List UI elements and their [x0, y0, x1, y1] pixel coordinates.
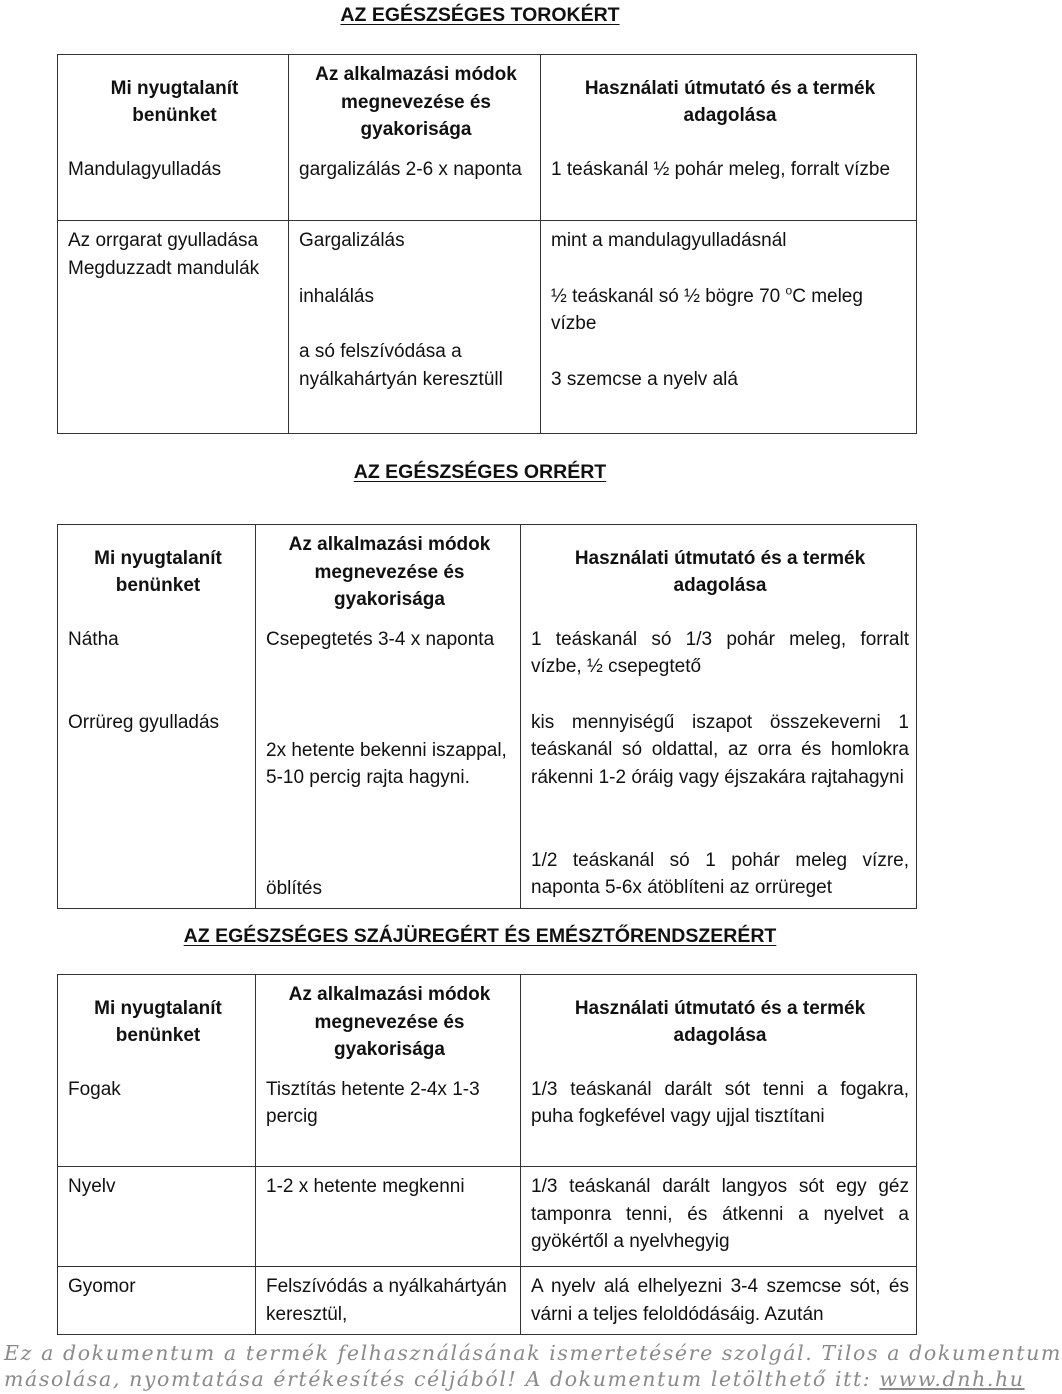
cell-problem: Gyomor — [58, 1267, 256, 1335]
cell-text: Az orrgarat gyulladása Megduzzadt mandulák — [68, 230, 260, 279]
watermark-link[interactable]: www.dnh.hu — [879, 1367, 1025, 1391]
header-problem: Mi nyugtalanít benünket — [58, 975, 256, 1070]
cell-problem: Nyelv — [58, 1167, 256, 1267]
section-title-orr: AZ EGÉSZSÉGES ORRÉRT — [353, 461, 607, 483]
header-method: Az alkalmazási módok megnevezése és gyakorisága — [256, 525, 521, 620]
cell-method — [256, 841, 521, 909]
header-usage: Használati útmutató és a termék adagolása — [541, 55, 917, 150]
watermark-line-1: Ez a dokumentum a termék felhasználásának ismertetésére szolgál. Tilos a dokumentum — [4, 1341, 1062, 1365]
table-header-row — [58, 975, 917, 1070]
cell-text: ½ teáskanál só ½ bögre 70 $^o$C meleg vízbe — [551, 283, 863, 334]
cell-usage: 1/2 teáskanál só 1 pohár meleg vízre, naponta 5-6x átöblíteni az orrüreget — [521, 841, 917, 909]
table-row — [58, 1070, 917, 1167]
watermark-line-2 — [4, 1366, 1025, 1394]
table-header-row — [58, 55, 917, 150]
cell-problem: Fogak — [58, 1070, 256, 1167]
cell-method: gargalizálás 2-6 x naponta — [289, 150, 541, 221]
table-orr — [57, 524, 917, 909]
table-torok — [57, 54, 917, 434]
cell-method — [289, 221, 541, 434]
cell-method: 1-2 x hetente megkenni — [256, 1167, 521, 1267]
header-usage: Használati útmutató és a termék adagolása — [521, 525, 917, 620]
header-problem: Mi nyugtalanít benünket — [58, 55, 289, 150]
table-row — [58, 1267, 917, 1335]
cell-method: Felszívódás a nyálkahártyán keresztül, — [256, 1267, 521, 1335]
section-title-szaj: AZ EGÉSZSÉGES SZÁJÜREGÉRT ÉS EMÉSZTŐRENDSZERÉRT — [183, 925, 777, 947]
cell-usage: 1/3 teáskanál darált sót tenni a fogakra, puha fogkefével vagy ujjal tisztítani — [521, 1070, 917, 1167]
cell-text: 2x hetente bekenni iszappal, 5-10 percig rajta hagyni. — [266, 739, 507, 788]
table-row — [58, 841, 917, 909]
degree-sup: o — [785, 283, 793, 298]
header-method: Az alkalmazási módok megnevezése és gyakorisága — [289, 55, 541, 150]
cell-usage: 1/3 teáskanál darált langyos sót egy géz tamponra tenni, és átkenni a nyelvet a gyökértől a nyelvhegyig — [521, 1167, 917, 1267]
section-title-torok: AZ EGÉSZSÉGES TOROKÉRT — [340, 4, 620, 26]
table-row — [58, 150, 917, 221]
cell-method: Csepegtetés 3-4 x naponta — [256, 620, 521, 703]
cell-text: mint a mandulagyulladásnál — [551, 230, 787, 251]
cell-usage: A nyelv alá elhelyezni 3-4 szemcse sót, és várni a teljes feloldódásáig. Azután — [521, 1267, 917, 1335]
header-method: Az alkalmazási módok megnevezése és gyakorisága — [256, 975, 521, 1070]
cell-text: Gargalizálás — [299, 230, 405, 251]
table-row — [58, 1167, 917, 1267]
cell-usage: kis mennyiségű iszapot összekeverni 1 teáskanál só oldattal, az orra és homlokra rákenni 1-2 óráig vagy éjszakára rajtahagyni — [521, 703, 917, 841]
cell-problem — [58, 221, 289, 434]
cell-method: Tisztítás hetente 2-4x 1-3 percig — [256, 1070, 521, 1167]
cell-text: inhalálás — [299, 285, 374, 307]
table-row — [58, 620, 917, 703]
cell-usage: 1 teáskanál ½ pohár meleg, forralt vízbe — [541, 150, 917, 221]
cell-problem — [58, 841, 256, 909]
table-szaj — [57, 974, 917, 1335]
cell-problem: Mandulagyulladás — [58, 150, 289, 221]
cell-text: a só felszívódása a nyálkahártyán keresztüll — [299, 341, 503, 390]
cell-method — [256, 703, 521, 841]
header-problem: Mi nyugtalanít benünket — [58, 525, 256, 620]
header-usage: Használati útmutató és a termék adagolása — [521, 975, 917, 1070]
cell-problem: Nátha — [58, 620, 256, 703]
watermark-text: másolása, nyomtatása értékesítés céljából! A dokumentum letölthető itt: — [4, 1367, 872, 1391]
cell-usage — [541, 221, 917, 434]
table-header-row — [58, 525, 917, 620]
cell-text: öblítés — [266, 877, 322, 899]
cell-problem: Orrüreg gyulladás — [58, 703, 256, 841]
cell-text: 3 szemcse a nyelv alá — [551, 368, 738, 390]
cell-usage: 1 teáskanál só 1/3 pohár meleg, forralt vízbe, ½ csepegtető — [521, 620, 917, 703]
table-row — [58, 703, 917, 841]
table-row — [58, 221, 917, 434]
